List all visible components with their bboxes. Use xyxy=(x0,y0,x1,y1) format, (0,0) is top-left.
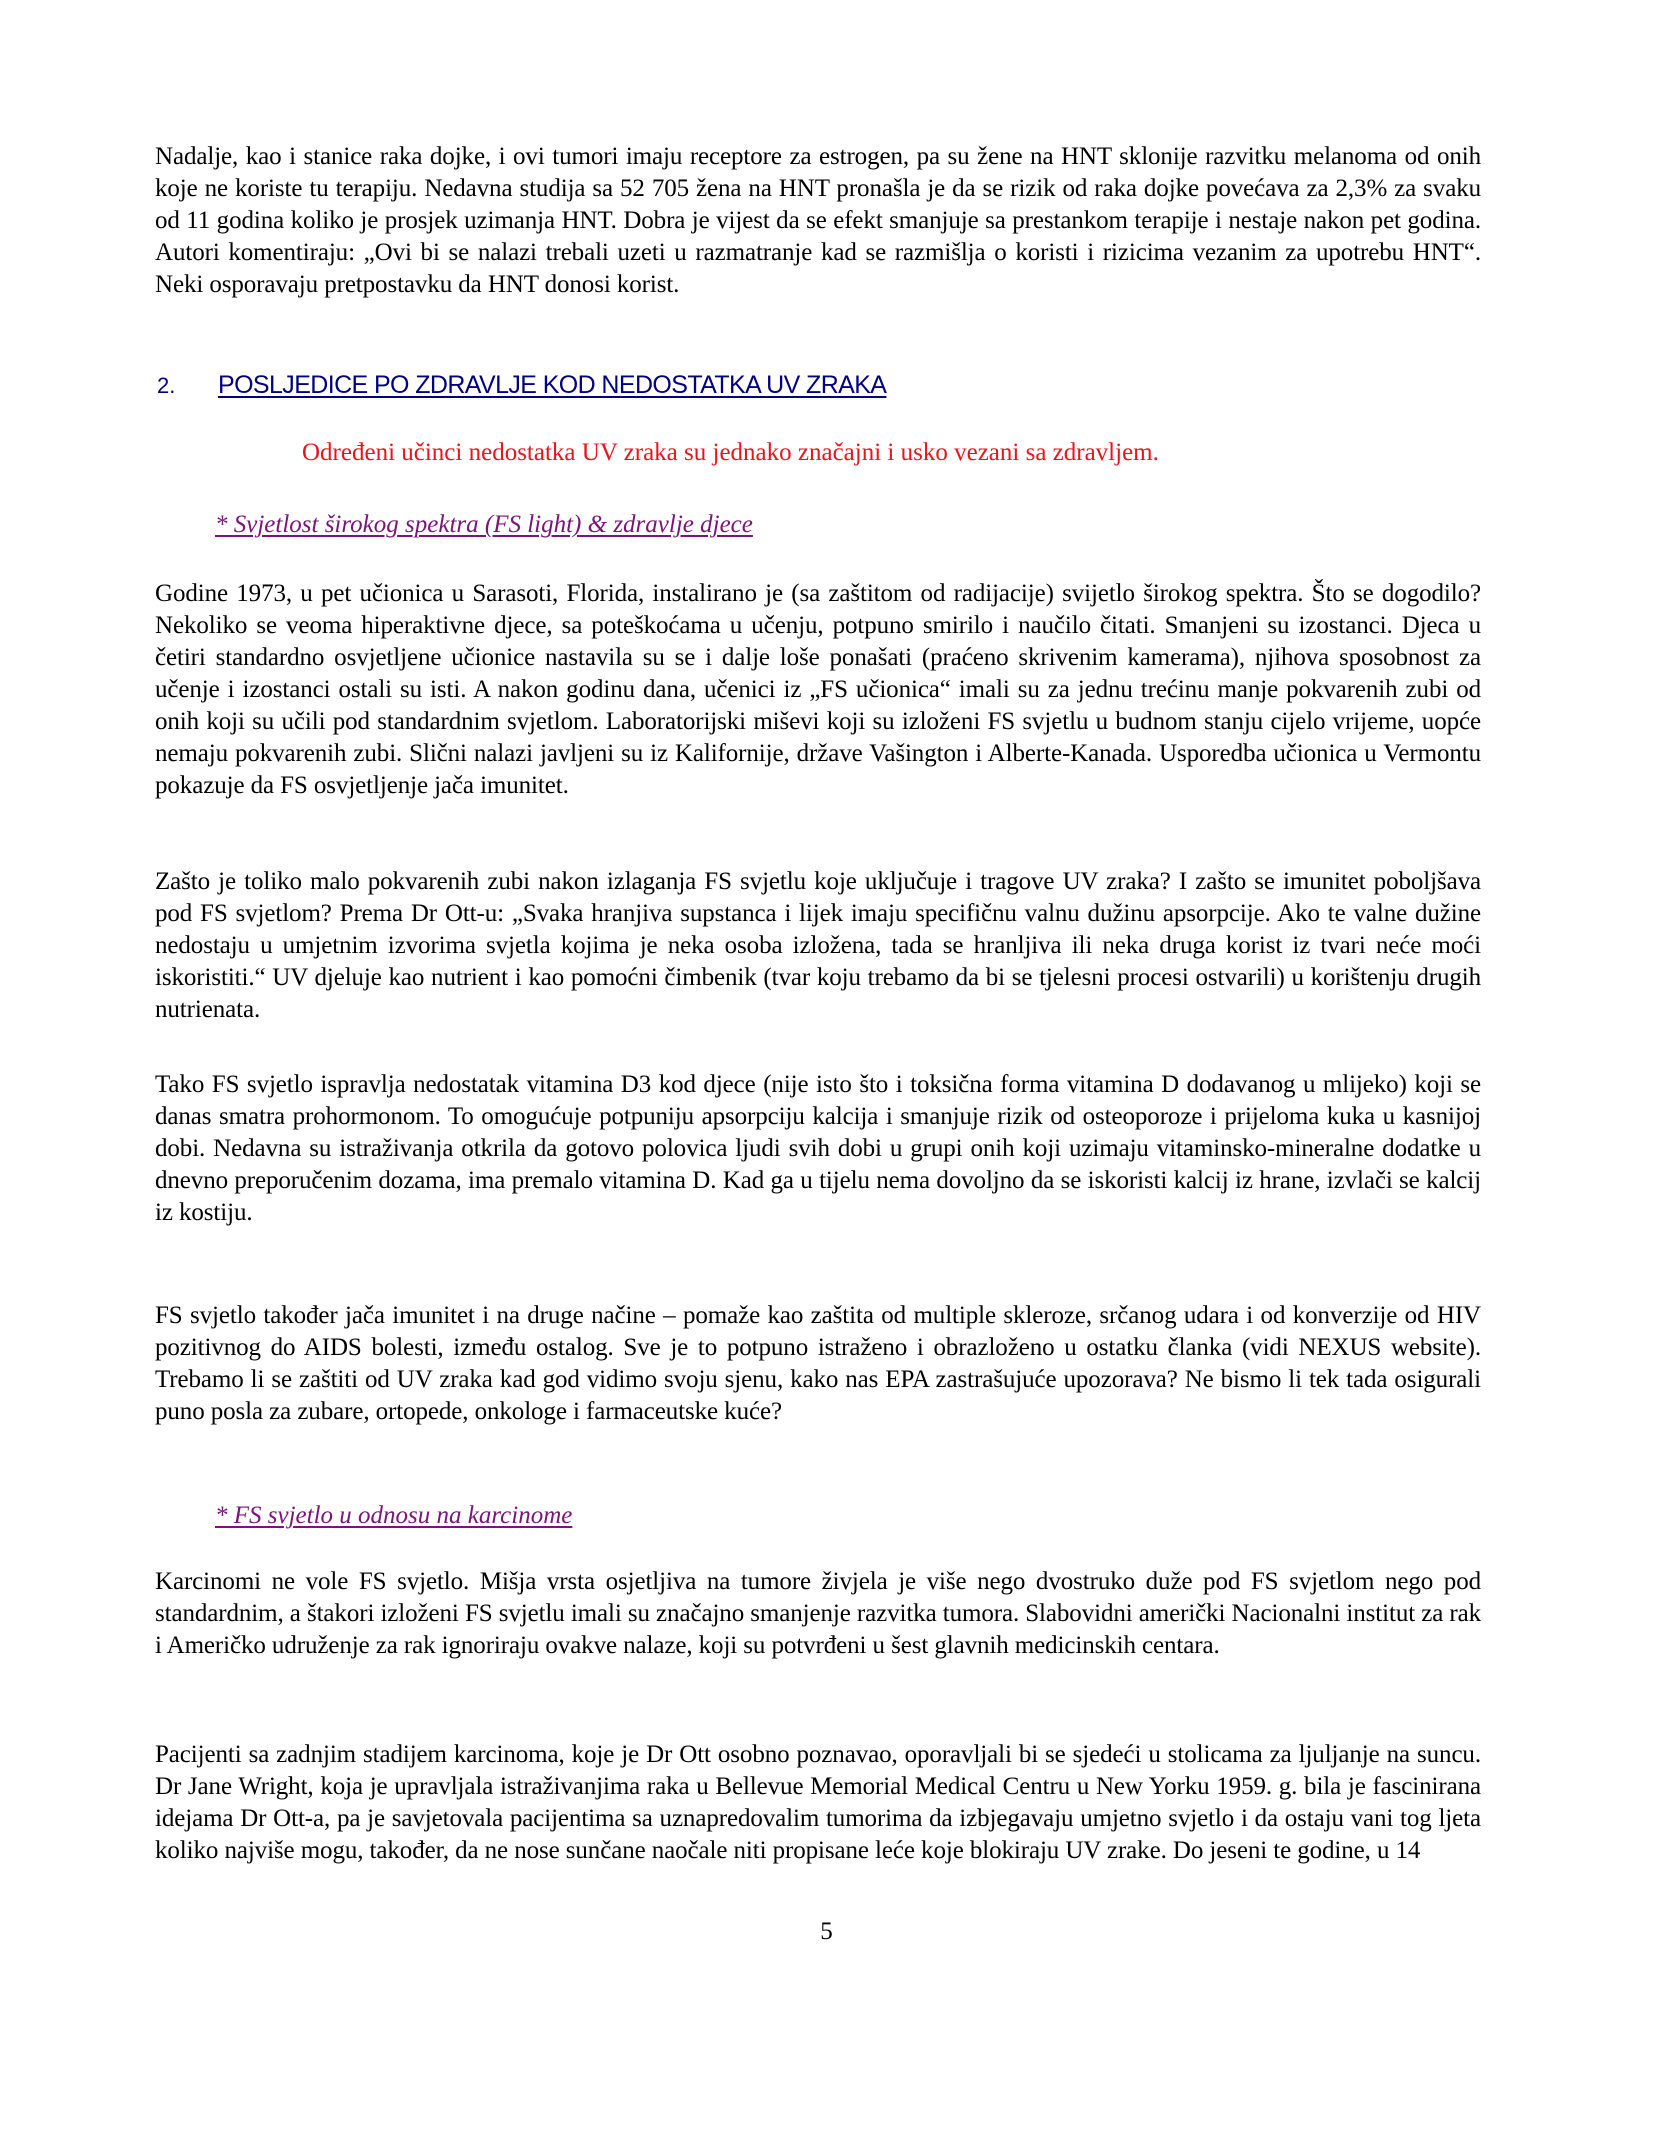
paragraph-intro: Nadalje, kao i stanice raka dojke, i ovi tumori imaju receptore za estrogen, pa su žene na HNT sklonije razvitku melanoma od onih koje ne koriste tu terapiju. Nedavna studija sa 52 705 žena na HNT pronašla je da se rizik od raka dojke povećava za 2,3% za svaku od 11 godina koliko je prosjek uzimanja HNT. Dobra je vijest da se efekt smanjuje sa prestankom terapije i nestaje nakon pet godina. Autori komentiraju: „Ovi bi se nalazi trebali uzeti u razmatranje kad se razmišlja o koristi i rizicima vezanim za upotrebu HNT“. Neki osporavaju pretpostavku da HNT donosi korist. xyxy=(155,143,1481,298)
paragraph-patients: Pacijenti sa zadnjim stadijem karcinoma, koje je Dr Ott osobno poznavao, oporavljali bi se sjedeći u stolicama za ljuljanje na suncu. Dr Jane Wright, koja je upravljala istraživanjima raka u Bellevue Memorial Medical Centru u New Yorku 1959. g. bila je fascinirana idejama Dr Ott-a, pa je savjetovala pacijentima sa uznapredovalim tumorima da izbjegavaju umjetno svjetlo i da ostaju vani tog ljeta koliko najviše mogu, također, da ne nose sunčane naočale niti propisane leće koje blokiraju UV zrake. Do jeseni te godine, u 14 xyxy=(155,1741,1481,1864)
subsection-title-cancer: * FS svjetlo u odnosu na karcinome xyxy=(215,1502,573,1529)
subsection-title-children: * Svjetlost širokog spektra (FS light) & zdravlje djece xyxy=(215,511,753,538)
section-note: Određeni učinci nedostatka UV zraka su jednako značajni i usko vezani sa zdravljem. xyxy=(302,439,1159,466)
paragraph-carcinomas: Karcinomi ne vole FS svjetlo. Mišja vrsta osjetljiva na tumore živjela je više nego dvostruko duže pod FS svjetlom nego pod standardnim, a štakori izloženi FS svjetlu imali su značajno smanjenje razvitka tumora. Slabovidni američki Nacionalni institut za rak i Američko udruženje za rak ignoriraju ovakve nalaze, koji su potvrđeni u šest glavnih medicinskih centara. xyxy=(155,1568,1481,1659)
paragraph-immunity-other: FS svjetlo također jača imunitet i na druge načine – pomaže kao zaštita od multiple skleroze, srčanog udara i od konverzije od HIV pozitivnog do AIDS bolesti, između ostalog. Sve je to potpuno istraženo i obrazloženo u ostatku članka (vidi NEXUS website). Trebamo li se zaštiti od UV zraka kad god vidimo svoju sjenu, kako nas EPA zastrašujuće upozorava? Ne bismo li tek tada osigurali puno posla za zubare, ortopede, onkologe i farmaceutske kuće? xyxy=(155,1302,1481,1425)
paragraph-vitamin-d: Tako FS svjetlo ispravlja nedostatak vitamina D3 kod djece (nije isto što i toksična forma vitamina D dodavanog u mlijeko) koji se danas smatra prohormonom. To omogućuje potpuniju apsorpciju kalcija i smanjuje rizik od osteoporoze i prijeloma kuka u kasnijoj dobi. Nedavna su istraživanja otkrila da gotovo polovica ljudi svih dobi u grupi onih koji uzimaju vitaminsko-mineralne dodatke u dnevno preporučenim dozama, ima premalo vitamina D. Kad ga u tijelu nema dovoljno da se iskoristi kalcij iz hrane, izvlači se kalcij iz kostiju. xyxy=(155,1071,1481,1226)
section-heading xyxy=(157,369,886,402)
paragraph-teeth-immunity: Zašto je toliko malo pokvarenih zubi nakon izlaganja FS svjetlu koje uključuje i tragove UV zraka? I zašto se imunitet poboljšava pod FS svjetlom? Prema Dr Ott-u: „Svaka hranjiva supstanca i lijek imaju specifičnu valnu dužinu apsorpcije. Ako te valne dužine nedostaju u umjetnim izvorima svjetla kojima je neka osoba izložena, tada se hranljiva ili neka druga korist iz tvari neće moći iskoristiti.“ UV djeluje kao nutrient i kao pomoćni čimbenik (tvar koju trebamo da bi se tjelesni procesi ostvarili) u korištenju drugih nutrienata. xyxy=(155,868,1481,1023)
page-number: 5 xyxy=(820,1918,833,1945)
section-number: 2. xyxy=(157,373,176,398)
section-title: POSLJEDICE PO ZDRAVLJE KOD NEDOSTATKA UV ZRAKA xyxy=(218,371,887,399)
paragraph-sarasota: Godine 1973, u pet učionica u Sarasoti, Florida, instalirano je (sa zaštitom od radijacije) svijetlo širokog spektra. Što se dogodilo? Nekoliko se veoma hiperaktivne djece, sa poteškoćama u učenju, potpuno smirilo i naučilo čitati. Smanjeni su izostanci. Djeca u četiri standardno osvjetljene učionice nastavila su se i dalje loše ponašati (praćeno skrivenim kamerama), njihova sposobnost za učenje i izostanci ostali su isti. A nakon godinu dana, učenici iz „FS učionica“ imali su za jednu trećinu manje pokvarenih zubi od onih koji su učili pod standardnim svjetlom. Laboratorijski miševi koji su izloženi FS svjetlu u budnom stanju cijelo vrijeme, uopće nemaju pokvarenih zubi. Slični nalazi javljeni su iz Kalifornije, države Vašington i Alberte-Kanada. Usporedba učionica u Vermontu pokazuje da FS osvjetljenje jača imunitet. xyxy=(155,580,1481,799)
